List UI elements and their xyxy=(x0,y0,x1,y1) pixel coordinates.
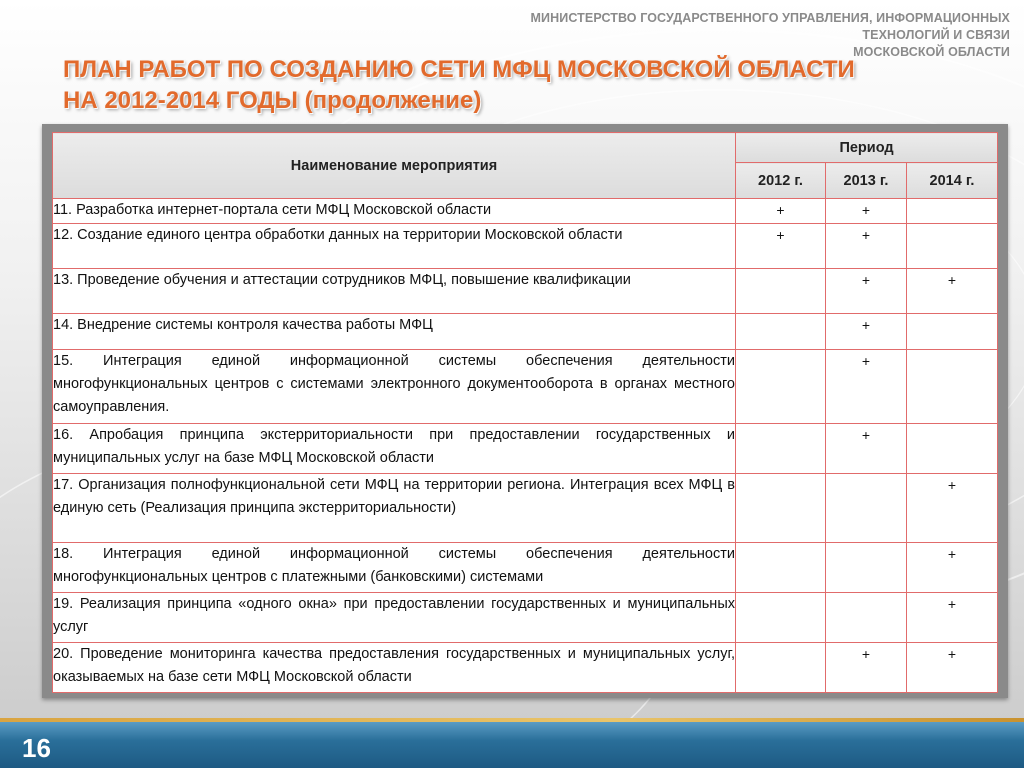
row-description: 11. Разработка интернет-портала сети МФЦ Московской области xyxy=(53,199,736,224)
footer-bar xyxy=(0,722,1024,768)
column-header-year-2013: 2013 г. xyxy=(826,163,907,199)
page-number: 16 xyxy=(22,733,51,763)
mark-2014 xyxy=(907,224,998,269)
row-description: 12. Создание единого центра обработки данных на территории Московской области xyxy=(53,224,736,269)
ministry-line-1: МИНИСТЕРСТВО ГОСУДАРСТВЕННОГО УПРАВЛЕНИЯ, ИНФОРМАЦИОННЫХ ТЕХНОЛОГИЙ И СВЯЗИ xyxy=(530,11,1010,42)
mark-2014 xyxy=(907,199,998,224)
table-row xyxy=(53,474,998,543)
mark-2013: + xyxy=(826,350,907,424)
mark-2012 xyxy=(736,269,826,314)
row-description: 20. Проведение мониторинга качества предоставления государственных и муниципальных услуг, оказываемых на базе сети МФЦ Московской области xyxy=(53,643,736,693)
mark-2012: + xyxy=(736,224,826,269)
page-title xyxy=(63,54,963,116)
mark-2012 xyxy=(736,350,826,424)
row-description: 15. Интеграция единой информационной системы обеспечения деятельности многофункциональных центров с системами электронного документооборота в органах местного самоуправления. xyxy=(53,350,736,424)
column-header-year-2012: 2012 г. xyxy=(736,163,826,199)
title-line-1: ПЛАН РАБОТ ПО СОЗДАНИЮ СЕТИ МФЦ МОСКОВСКОЙ ОБЛАСТИ xyxy=(63,56,855,83)
mark-2013: + xyxy=(826,269,907,314)
mark-2014 xyxy=(907,314,998,350)
mark-2012 xyxy=(736,314,826,350)
column-header-name: Наименование мероприятия xyxy=(53,133,736,199)
table-row xyxy=(53,224,998,269)
mark-2013: + xyxy=(826,314,907,350)
mark-2013: + xyxy=(826,199,907,224)
column-header-period: Период xyxy=(736,133,998,163)
table-row xyxy=(53,643,998,693)
column-header-year-2014: 2014 г. xyxy=(907,163,998,199)
row-description: 14. Внедрение системы контроля качества работы МФЦ xyxy=(53,314,736,350)
mark-2012 xyxy=(736,593,826,643)
mark-2014 xyxy=(907,424,998,474)
mark-2012 xyxy=(736,424,826,474)
table-row xyxy=(53,199,998,224)
mark-2012 xyxy=(736,643,826,693)
mark-2012: + xyxy=(736,199,826,224)
mark-2013: + xyxy=(826,643,907,693)
mark-2013 xyxy=(826,543,907,593)
table-row xyxy=(53,424,998,474)
row-description: 13. Проведение обучения и аттестации сотрудников МФЦ, повышение квалификации xyxy=(53,269,736,314)
mark-2012 xyxy=(736,543,826,593)
row-description: 17. Организация полнофункциональной сети МФЦ на территории региона. Интеграция всех МФЦ в единую сеть (Реализация принципа экстерриториальности) xyxy=(53,474,736,543)
mark-2014: + xyxy=(907,593,998,643)
row-description: 19. Реализация принципа «одного окна» при предоставлении государственных и муниципальных услуг xyxy=(53,593,736,643)
table-row xyxy=(53,593,998,643)
mark-2014: + xyxy=(907,269,998,314)
mark-2013: + xyxy=(826,424,907,474)
table-row xyxy=(53,314,998,350)
mark-2013 xyxy=(826,474,907,543)
mark-2012 xyxy=(736,474,826,543)
mark-2014: + xyxy=(907,543,998,593)
mark-2014: + xyxy=(907,643,998,693)
table-row xyxy=(53,350,998,424)
row-description: 18. Интеграция единой информационной системы обеспечения деятельности многофункциональных центров с платежными (банковскими) системами xyxy=(53,543,736,593)
mark-2013: + xyxy=(826,224,907,269)
mark-2013 xyxy=(826,593,907,643)
row-description: 16. Апробация принципа экстерриториальности при предоставлении государственных и муниципальных услуг на базе МФЦ Московской области xyxy=(53,424,736,474)
table-row xyxy=(53,269,998,314)
title-line-2: НА 2012-2014 ГОДЫ (продолжение) xyxy=(63,87,482,114)
plan-table xyxy=(52,132,998,693)
table-row xyxy=(53,543,998,593)
ministry-line-2: МОСКОВСКОЙ ОБЛАСТИ xyxy=(853,45,1010,59)
mark-2014: + xyxy=(907,474,998,543)
mark-2014 xyxy=(907,350,998,424)
table-frame xyxy=(42,124,1008,698)
